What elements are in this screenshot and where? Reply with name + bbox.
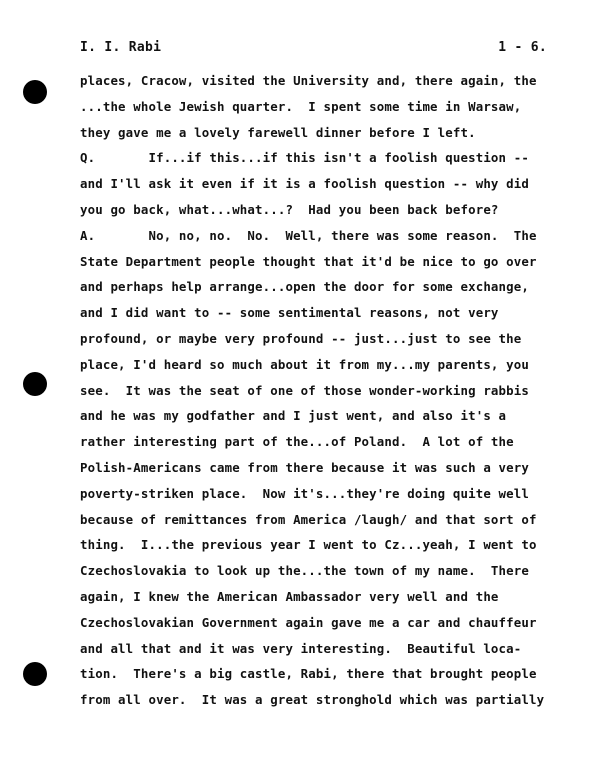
text-line: place, I'd heard so much about it from my...my parents, you [80,356,529,372]
transcript-body [80,68,580,713]
text-line: from all over. It was a great stronghold which was partially [80,692,545,708]
page-number: 1 - 6. [498,40,547,55]
text-line: and perhaps help arrange...open the door for some exchange, [80,279,529,295]
text-line: Q. If...if this...if this isn't a foolish question -- [80,150,529,166]
text-line: again, I knew the American Ambassador very well and the [80,588,499,604]
text-line: and I did want to -- some sentimental reasons, not very [80,305,499,321]
text-line: Polish-Americans came from there because it was such a very [80,459,529,475]
punch-hole-top [23,80,47,104]
text-line: poverty-striken place. Now it's...they're doing quite well [80,485,529,501]
text-line: and I'll ask it even if it is a foolish question -- why did [80,176,529,192]
punch-hole-middle [23,372,47,396]
text-line: State Department people thought that it'd be nice to go over [80,253,537,269]
text-line: you go back, what...what...? Had you been back before? [80,201,499,217]
text-line: ...the whole Jewish quarter. I spent some time in Warsaw, [80,98,522,114]
text-line: rather interesting part of the...of Poland. A lot of the [80,434,514,450]
text-line: profound, or maybe very profound -- just...just to see the [80,330,522,346]
punch-hole-bottom [23,662,47,686]
text-line: A. No, no, no. No. Well, there was some reason. The [80,227,537,243]
text-line: thing. I...the previous year I went to Cz...yeah, I went to [80,537,537,553]
text-line: see. It was the seat of one of those wonder-working rabbis [80,382,529,398]
text-line: because of remittances from America /laugh/ and that sort of [80,511,537,527]
text-line: they gave me a lovely farewell dinner before I left. [80,124,476,140]
text-line: Czechoslovakia to look up the...the town of my name. There [80,563,529,579]
text-line: and he was my godfather and I just went, and also it's a [80,408,507,424]
text-line: tion. There's a big castle, Rabi, there that brought people [80,666,537,682]
speaker-header: I. I. Rabi [80,40,162,55]
text-line: and all that and it was very interesting. Beautiful loca- [80,640,522,656]
text-line: places, Cracow, visited the University and, there again, the [80,73,537,88]
text-line: Czechoslovakian Government again gave me a car and chauffeur [80,614,537,630]
